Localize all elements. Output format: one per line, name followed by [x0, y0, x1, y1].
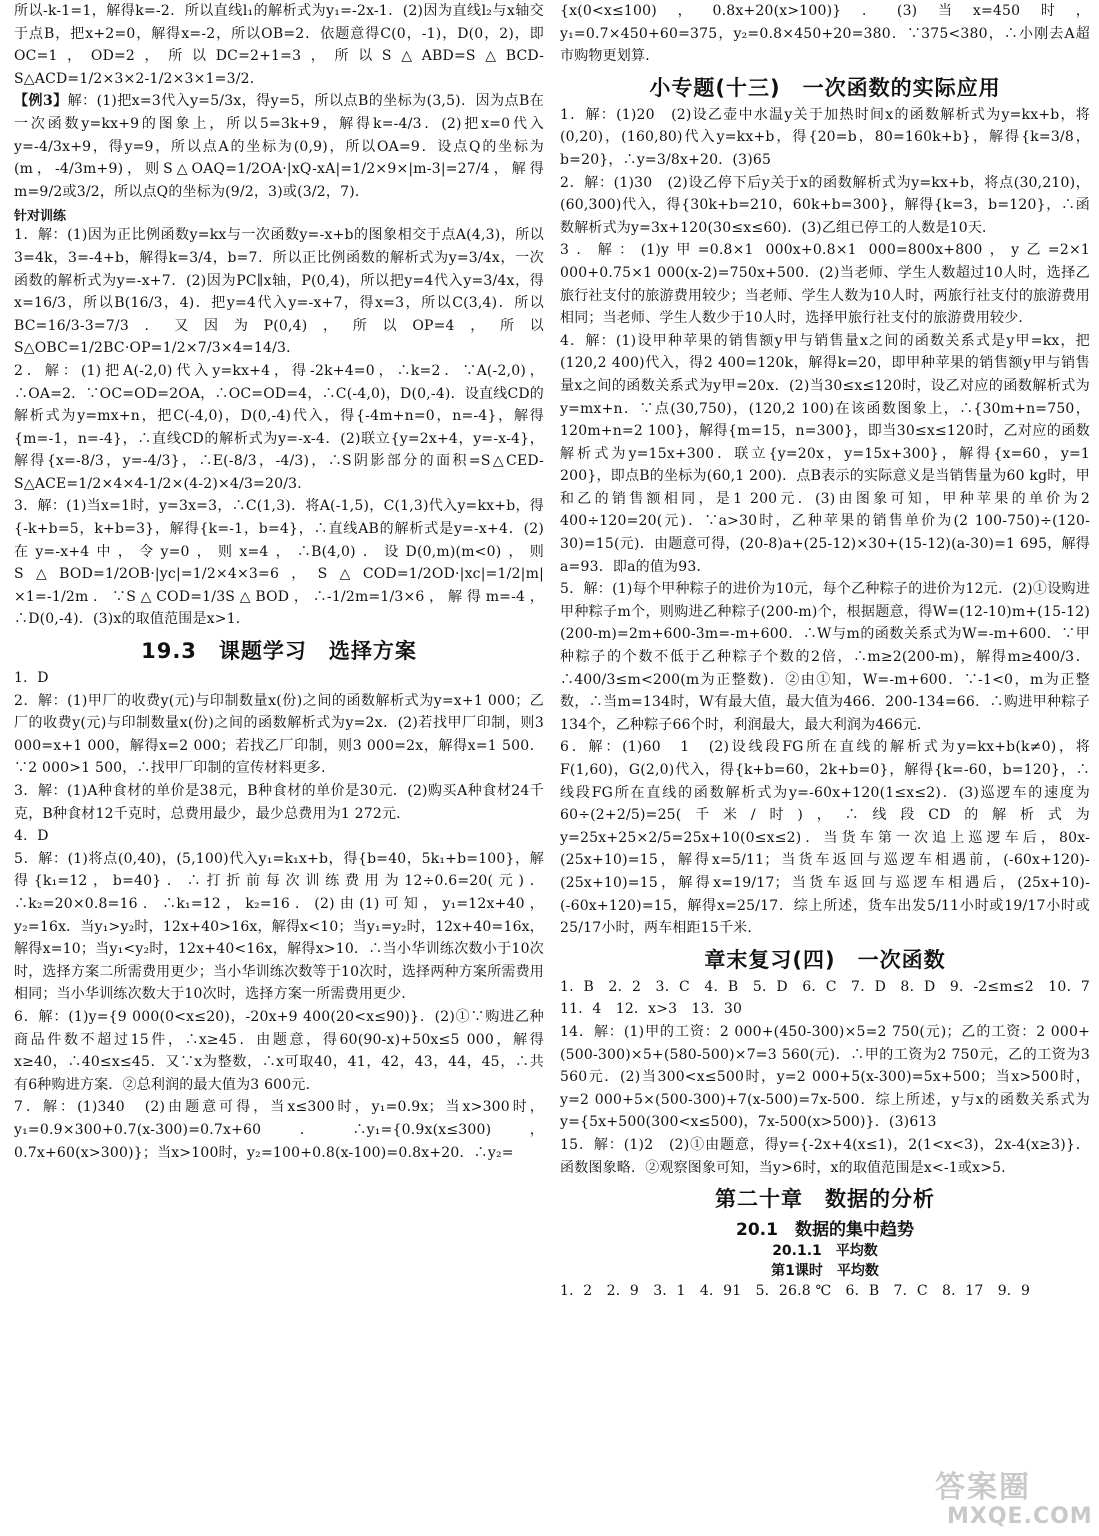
answer-item: 1．B 2．2 3．C 4．B 5．D 6．C 7．D 8．D 9．-2≤m≤2 10．7 11．4 12．x>3 13．30 — [560, 978, 1090, 1018]
answer-item: 15．解：(1)2 (2)①由题意，得y={-2x+4(x≤1)，2(1<x<3)，2x-4(x≥3)}．函数图象略．②观察图象可知，当y>6时，x的取值范围是x<-1或x>5． — [560, 1136, 1090, 1176]
practice-heading: 针对训练 — [14, 209, 67, 225]
example-answer: 解：(1)把x=3代入y=5/3x，得y=5，所以点B的坐标为(3,5)．因为点B在一次函数y=kx+9的图象上，所以5=3k+9，解得k=-4/3．(2)把x=0代入y=-4/3x+9，得y=9，所以点A的坐标为(0,9)，所以OA=9．设点Q的坐标为(m，-4/3m+9)，则S△OAQ=1/2OA·|xQ-xA|=1/2×9×|m-3|=27/4，解得m=9/2或3/2，所以点Q的坐标为(9/2，3)或(3/2，7)． — [14, 93, 544, 200]
watermark-logo — [915, 1460, 1095, 1536]
section-title-special-13: 小专题(十三) 一次函数的实际应用 — [649, 75, 1001, 100]
answer-item: 14．解：(1)甲的工资：2 000+(450-300)×5=2 750(元)；乙的工资：2 000+(500-300)×5+(580-500)×7=3 560(元)．∴甲的工资为2 750元，乙的工资为3 560元．(2)当300<x≤500时，y=2 000+5(x-300)=5x+500；当x>500时，y=2 000+5×(500-300)+7(x-500)=7x-500．综上所述，y与x的函数关系式为y={5x+500(300<x≤500)，7x-500(x>500)}．(3)613 — [560, 1023, 1090, 1131]
answer-block: 所以-k-1=1，解得k=-2．所以直线l₁的解析式为y₁=-2x-1．(2)因为直线l₂与x轴交于点B，把x+2=0，解得x=-2，所以OB=2．依题意得C(0，-1)，D(0，2)，即OC=1，OD=2，所以DC=2+1=3，所以S△ABD=S△BCD-S△ACD=1/2×3×2-1/2×3×1=3/2． — [14, 3, 544, 87]
answer-item: 3．解：(1)y甲=0.8×1 000x+0.8×1 000=800x+800，y乙=2×1 000+0.75×1 000(x-2)=750x+500．(2)当老师、学生人数超过10人时，选择乙旅行社支付的旅游费用较少；当老师、学生人数为10人时，两旅行社支付的旅游费用相同；当老师、学生人数少于10人时，选择甲旅行社支付的旅游费用较少． — [560, 242, 1090, 327]
example-label: 【例3】 — [14, 93, 68, 110]
left-column — [14, 0, 544, 1536]
answer-item: 4．解：(1)设甲种苹果的销售额y甲与销售量x之间的函数关系式是y甲=kx，把(120,2 400)代入，得2 400=120k，解得k=20，即甲种苹果的销售额y甲与销售量x之间的函数关系式为y甲=20x．(2)当30≤x≤120时，设乙对应的函数解析式为y=mx+n．∵点(30,750)，(120,2 100)在该函数图象上，∴{30m+n=750，120m+n=2 100}，解得{m=15，n=300}，即当30≤x≤120时，乙对应的函数解析式为y=15x+300．联立{y=20x，y=15x+300}，解得{x=60，y=1 200}，即点B的坐标为(60,1 200)．点B表示的实际意义是当销售量为60 kg时，甲和乙的销售额相同，是1 200元．(3)由图象可知，甲种苹果的单价为2 400÷120=20(元)．∵a>30时，乙种苹果的销售单价为(2 100-750)÷(120-30)=15(元)．由题意可得，(20-8)a+(25-12)×30+(15-12)(a-30)=1 695，解得a=93．即a的值为93． — [560, 332, 1090, 575]
answer-item: 5．解：(1)每个甲种粽子的进价为10元，每个乙种粽子的进价为12元．(2)①设购进甲种粽子m个，则购进乙种粽子(200-m)个，根据题意，得W=(12-10)m+(15-12)(200-m)=2m+600-3m=-m+600．∴W与m的函数关系式为W=-m+600．∵甲种粽子的个数不低于乙种粽子个数的2倍，∴m≥2(200-m)，解得m≥400/3．∴400/3≤m<200(m为正整数)．②由①知，W=-m+600．∵-1<0，m为正整数，∴当m=134时，W有最大值，最大值为466．200-134=66．∴购进甲种粽子134个，乙种粽子66个时，利润最大，最大利润为466元． — [560, 581, 1090, 733]
answer-item: 7．解：(1)340 (2)由题意可得，当x≤300时，y₁=0.9x；当x>300时，y₁=0.9×300+0.7(x-300)=0.7x+60．∴y₁={0.9x(x≤300)，0.7x+60(x>300)}；当x>100时，y₂=100+0.8(x-100)=0.8x+20．∴y₂= — [14, 1099, 544, 1161]
answer-item: 1．D — [14, 670, 49, 687]
answer-item: 1．解：(1)20 (2)设乙壶中水温y关于加热时间x的函数解析式为y=kx+b，将(0,20)，(160,80)代入y=kx+b，得{20=b，80=160k+b}，解得{k=3/8，b=20}，∴y=3/8x+20．(3)65 — [560, 106, 1090, 168]
chapter-title-20: 第二十章 数据的分析 — [715, 1187, 935, 1212]
answer-block: {x(0<x≤100)，0.8x+20(x>100)}．(3)当x=450时，y₁=0.7×450+60=375，y₂=0.8×450+20=380．∵375<380，∴小刚去A超市购物更划算． — [560, 3, 1090, 65]
answer-item: 6．解：(1)60 1 (2)设线段FG所在直线的解析式为y=kx+b(k≠0)，将F(1,60)，G(2,0)代入，得{k+b=60，2k+b=0}，解得{k=-60，b=120}，∴线段FG所在直线的函数解析式为y=-60x+120(1≤x≤2)．(3)巡逻车的速度为60÷(2+2/5)=25(千米/时)，∴线段CD的解析式为y=25x+25×2/5=25x+10(0≤x≤2)．当货车第一次追上巡逻车后，80x-(25x+10)=15，解得x=5/11；当货车返回与巡逻车相遇前，(-60x+120)-(25x+10)=15，解得x=19/17；当货车返回与巡逻车相遇后，(25x+10)-(-60x+120)=15，解得x=25/17．综上所述，货车出发5/11小时或19/17小时或25/17小时，两车相距15千米． — [560, 739, 1090, 937]
right-column — [560, 0, 1090, 1536]
answer-item: 2．解：(1)30 (2)设乙停下后y关于x的函数解析式为y=kx+b，将点(30,210)，(60,300)代入，得{30k+b=210，60k+b=300}，解得{k=3，b=120}，∴函数解析式为y=3x+120(30≤x≤60)．(3)乙组已停工的人数是10天． — [560, 174, 1090, 236]
subsection-title-20-1-1: 20.1.1 平均数 — [772, 1243, 878, 1260]
section-title-20-1: 20.1 数据的集中趋势 — [736, 1220, 914, 1241]
practice-answer-3: 3．解：(1)当x=1时，y=3x=3，∴C(1,3)．将A(-1,5)，C(1,3)代入y=kx+b，得{-k+b=5，k+b=3}，解得{k=-1，b=4}，∴直线AB的解析式是y=-x+4．(2)在y=-x+4中，令y=0，则x=4，∴B(4,0)．设D(0,m)(m<0)，则S△BOD=1/2OB·|yc|=1/2×4×3=6，S△COD=1/2OD·|xc|=1/2|m|×1=-1/2m．∵S△COD=1/3S△BOD，∴-1/2m=1/3×6，解得m=-4，∴D(0,-4)．(3)x的取值范围是x>1． — [14, 498, 544, 628]
section-title-19-3: 19.3 课题学习 选择方案 — [141, 639, 417, 664]
answer-item: 5．解：(1)将点(0,40)，(5,100)代入y₁=k₁x+b，得{b=40，5k₁+b=100}，解得{k₁=12，b=40}．∴打折前每次训练费用为12÷0.6=20(元)．∴k₂=20×0.8=16．∴k₁=12，k₂=16．(2)由(1)可知，y₁=12x+40，y₂=16x．当y₁>y₂时，12x+40>16x，解得x<10；当y₁=y₂时，12x+40=16x，解得x=10；当y₁<y₂时，12x+40<16x，解得x>10．∴当小华训练次数小于10次时，选择方案二所需费用更少；当小华训练次数等于10次时，选择两种方案所需费用相同；当小华训练次数大于10次时，选择方案一所需费用更少． — [14, 850, 544, 1003]
answer-item: 2．解：(1)甲厂的收费y(元)与印制数量x(份)之间的函数解析式为y=x+1 000；乙厂的收费y(元)与印制数量x(份)之间的函数解析式为y=2x．(2)若找甲厂印制，则3 000=x+1 000，解得x=2 000；若找乙厂印制，则3 000=2x，解得x=1 500．∵2 000>1 500，∴找甲厂印制的宣传材料更多． — [14, 692, 544, 777]
section-title-review-4: 章末复习(四) 一次函数 — [704, 947, 946, 972]
answer-item: 1．2 2．9 3．1 4．91 5．26.8 ℃ 6．B 7．C 8．17 9．9 — [560, 1283, 1031, 1300]
answer-item: 3．解：(1)A种食材的单价是38元，B种食材的单价是30元．(2)购买A种食材24千克，B种食材12千克时，总费用最少，最少总费用为1 272元． — [14, 783, 544, 822]
answer-item: 6．解：(1)y={9 000(0<x≤20)，-20x+9 400(20<x≤90)}．(2)①∵购进乙种商品件数不超过15件，∴x≥45．由题意，得60(90-x)+50x≤5 000，解得x≥40，∴40≤x≤45．又∵x为整数，∴x可取40，41，42，43，44，45，∴共有6种购进方案．②总利润的最大值为3 600元． — [14, 1008, 544, 1093]
watermark-url: MXQE.COM — [947, 1504, 1093, 1529]
practice-answer-1: 1．解：(1)因为正比例函数y=kx与一次函数y=-x+b的图象相交于点A(4,3)，所以3=4k，3=-4+b，解得k=3/4，b=7．所以正比例函数的解析式为y=3/4x，一次函数的解析式为y=-x+7．(2)因为PC∥x轴，P(0,4)，所以把y=4代入y=3/4x，得x=16/3，所以B(16/3，4)．把y=4代入y=-x+7，得x=3，所以C(3,4)．所以BC=16/3-3=7/3．又因为P(0,4)，所以OP=4，所以S△OBC=1/2BC·OP=1/2×7/3×4=14/3． — [14, 227, 544, 357]
answer-item: 4．D — [14, 828, 49, 845]
watermark-logo-text: 答案圈 — [935, 1470, 1031, 1505]
practice-answer-2: 2．解：(1)把A(-2,0)代入y=kx+4，得-2k+4=0，∴k=2．∵A(-2,0)，∴OA=2．∵OC=OD=2OA，∴OC=OD=4，∴C(-4,0)，D(0,-4)．设直线CD的解析式为y=mx+n，把C(-4,0)，D(0,-4)代入，得{-4m+n=0，n=-4}，解得{m=-1，n=-4}，∴直线CD的解析式为y=-x-4．(2)联立{y=2x+4，y=-x-4}，解得{x=-8/3，y=-4/3}，∴E(-8/3，-4/3)，∴S阴影部分的面积=S△CED-S△ACE=1/2×4×4-1/2×(4-2)×4/3=20/3． — [14, 362, 544, 492]
lesson-title: 第1课时 平均数 — [771, 1263, 879, 1280]
